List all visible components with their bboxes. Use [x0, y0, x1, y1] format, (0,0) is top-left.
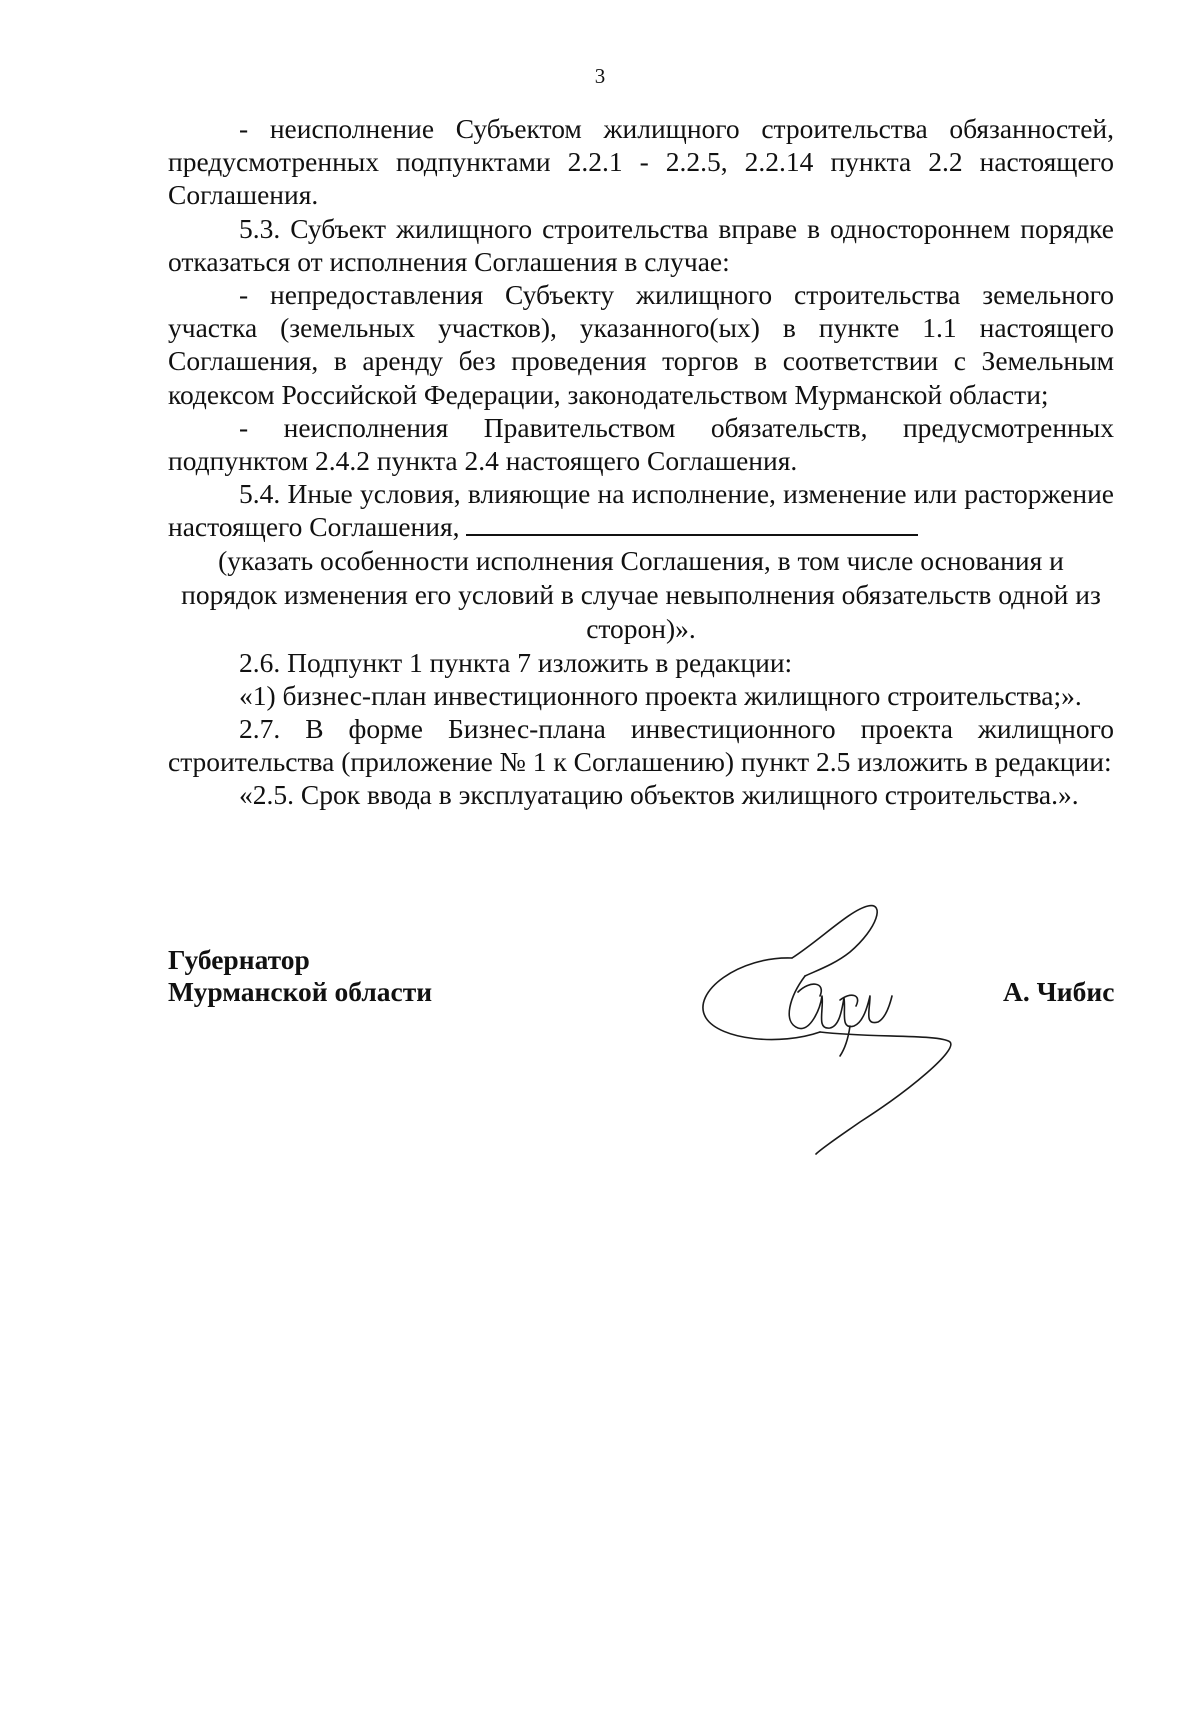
- paragraph-2-5-deadline: «2.5. Срок ввода в эксплуатацию объектов жилищного строительства.».: [239, 779, 1079, 811]
- signatory-name: А. Чибис: [1003, 976, 1115, 1007]
- paragraph-land-plot: - непредоставления Субъекту жилищного строительства земельного участка (земельных участков), указанного(ых) в пункте 1.1 настоящего Соглашения, в аренду без проведения торгов в соответствии с Земельным кодексом Российской Федерации, законодательством Мурманской области;: [168, 279, 1114, 410]
- paragraph-note: (указать особенности исполнения Соглашения, в том числе основания и порядок изменения его условий в случае невыполнения обязательств одной из сторон)».: [181, 544, 1101, 644]
- paragraph-2-6: 2.6. Подпункт 1 пункта 7 изложить в редакции:: [239, 646, 793, 678]
- page-number: 3: [594, 64, 606, 88]
- paragraph-2-7: 2.7. В форме Бизнес-плана инвестиционного проекта жилищного строительства (приложение № 1 к Соглашению) пункт 2.5 изложить в редакции:: [168, 713, 1114, 778]
- paragraph-business-plan: «1) бизнес-план инвестиционного проекта жилищного строительства;».: [239, 679, 1082, 711]
- paragraph-5-4: [168, 477, 1114, 543]
- blank-fill-line: [466, 512, 918, 536]
- paragraph-5-3: 5.3. Субъект жилищного строительства вправе в одностороннем порядке отказаться от исполнения Соглашения в случае:: [168, 212, 1114, 277]
- paragraph-5-4-text: 5.4. Иные условия, влияющие на исполнение, изменение или расторжение настоящего Соглашения,: [168, 478, 1114, 543]
- paragraph-clause-obligations: - неисполнение Субъектом жилищного строительства обязанностей, предусмотренных подпунктами 2.2.1 - 2.2.5, 2.2.14 пункта 2.2 настоящего Соглашения.: [168, 113, 1114, 211]
- handwritten-signature: [700, 900, 1000, 1160]
- signatory-position: [168, 944, 432, 1008]
- signatory-position-line2: Мурманской области: [168, 976, 433, 1007]
- document-body: [168, 112, 1114, 812]
- paragraph-government-obligations: - неисполнения Правительством обязательств, предусмотренных подпунктом 2.4.2 пункта 2.4 настоящего Соглашения.: [168, 411, 1114, 477]
- signatory-position-line1: Губернатор: [168, 944, 310, 975]
